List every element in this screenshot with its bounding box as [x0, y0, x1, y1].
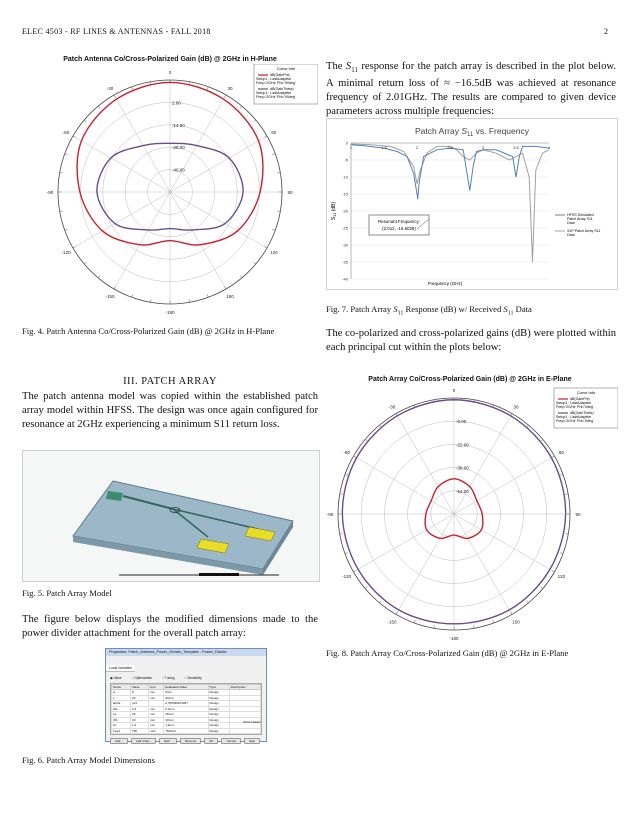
fig6-table-cell[interactable]: Lb: [112, 723, 131, 729]
fig7-series-line: [351, 144, 549, 262]
fig8-spoke: [454, 514, 512, 614]
fig6-table-cell[interactable]: mm: [149, 717, 164, 723]
fig4-legend-1a: dB(GainPhi): [270, 73, 290, 77]
fig6-table-row[interactable]: [112, 728, 261, 734]
page-number: 2: [604, 27, 609, 36]
fig5-model-drawing: [23, 451, 319, 581]
fig4-tick: [264, 136, 267, 138]
fig4-tick: [225, 95, 227, 98]
fig7-xtick-label: 2.5: [447, 145, 453, 150]
fig6-column-header[interactable]: Description: [229, 685, 260, 690]
fig8-legend-2b: Setup1 : LastAdaptive: [556, 415, 592, 419]
fig4-tick: [132, 294, 133, 297]
fig7-series-line: [351, 145, 549, 199]
fig7-ytick-label: -20: [342, 208, 348, 214]
fig6-column-header[interactable]: Name: [112, 685, 131, 690]
fig4-legend-1b: Setup1 : LastAdaptive: [256, 77, 292, 81]
fig4-radial-label: 2.00: [172, 100, 181, 106]
fig4-angle-label: 0: [168, 70, 172, 75]
fig6-table-header: [112, 685, 261, 690]
fig6-table-cell[interactable]: 8mm: [164, 690, 208, 696]
fig4-tick: [84, 262, 86, 264]
fig8-tick: [511, 612, 513, 615]
fig8-tick: [434, 625, 435, 628]
fig8-tick: [541, 587, 543, 589]
fig6-table-cell[interactable]: 30: [131, 717, 149, 723]
fig8-tick: [474, 625, 475, 628]
fig6-table-cell[interactable]: Wa: [112, 706, 131, 712]
fig7-legend-2: S1P Patch Array S11 Data: [567, 229, 601, 237]
fig8-angle-label: -30: [388, 404, 396, 410]
fig4-tick: [264, 247, 267, 249]
fig4-tick: [73, 247, 76, 249]
fig4-legend-2b: Setup1 : LastAdaptive: [256, 91, 292, 95]
fig4-tick: [277, 173, 280, 174]
fig8-angle-label: -150: [387, 619, 397, 625]
fig6-column-header[interactable]: Type: [208, 685, 229, 690]
fig4-angle-label: -150: [105, 293, 115, 299]
fig6-window-title: Properties: Patch_Antenna_Power_Divider_Template - Power_Divider: [106, 649, 266, 656]
fig6-table-cell[interactable]: Design: [208, 695, 229, 701]
fig4-angle-label: -90: [46, 190, 54, 195]
fig6-tab[interactable]: Local Variables: [106, 665, 135, 672]
fig7-caption: Fig. 7. Patch Array $S_{11}$ Response (dB) w/ Received $S_{11}$ Data: [326, 304, 532, 317]
fig8-legend-title: Curve Info: [576, 390, 596, 395]
fig6-radio-tuning[interactable]: ○ Tuning: [162, 676, 175, 680]
fig4-tick: [65, 229, 68, 230]
fig6-table-cell[interactable]: 750: [131, 728, 149, 734]
fig4-tick: [272, 229, 275, 230]
fig6-table-cell[interactable]: mm: [149, 690, 164, 696]
fig6-radio-optimization[interactable]: ○ Optimization: [131, 676, 153, 680]
fig8-angle-label: -60: [343, 450, 350, 455]
fig7-ytick-label: -15: [342, 191, 348, 197]
fig4-radial-label: -28.00: [172, 145, 185, 151]
fig5-caption: Fig. 5. Patch Array Model: [22, 588, 112, 598]
fig8-radial-label: -54.00: [456, 488, 469, 494]
fig6-table-cell[interactable]: mm: [149, 706, 164, 712]
fig8-tick: [493, 620, 494, 623]
gains-paragraph: The co-polarized and cross-polarized gains (dB) were plotted within each principal cut within the plots below:: [326, 328, 616, 353]
fig6-table-cell[interactable]: 8: [131, 690, 149, 696]
fig8-radial-label: -38.00: [456, 465, 469, 471]
fig7-ytick-label: -10: [342, 174, 348, 180]
fig8-tick: [565, 494, 568, 495]
fig8-angle-label: 90: [575, 512, 581, 517]
running-header: ELEC 4503 - RF LINES & ANTENNAS - FALL 2018: [22, 27, 211, 36]
fig4-tick: [132, 87, 133, 90]
fig8-angle-label: 0: [452, 388, 456, 393]
fig8-angle-label: 120: [557, 574, 566, 579]
fig4-tick: [151, 299, 152, 302]
fig4-tick: [207, 294, 208, 297]
fig4-tick: [189, 299, 190, 302]
fig8-tick: [365, 439, 367, 441]
fig4-radial-label: -14.00: [172, 122, 185, 128]
fig6-table-cell[interactable]: pi/4: [131, 701, 149, 707]
fig6-button-row: [106, 736, 266, 746]
fig8-spoke: [454, 414, 512, 514]
fig6-table-cell[interactable]: Design: [208, 728, 229, 734]
fig8-polar-chart: [322, 386, 618, 642]
fig4-tick: [84, 120, 86, 122]
fig8-tick: [354, 571, 357, 573]
fig7-annotation-2: (2.012, -16.5029): [382, 226, 416, 231]
fig6-table-cell[interactable]: [229, 728, 260, 734]
fig8-caption: Fig. 8. Patch Array Co/Cross-Polarized Gain (dB) @ 2GHz in E-Plane: [326, 648, 569, 658]
fig4-tick: [240, 106, 242, 108]
fig4-angle-label: 120: [270, 250, 278, 255]
fig6-table-cell[interactable]: mm: [149, 695, 164, 701]
fig6-table-cell[interactable]: 26: [131, 712, 149, 718]
fig4-legend-title: Curve Info: [276, 66, 296, 71]
fig6-table-cell[interactable]: ohm: [149, 728, 164, 734]
fig8-tick: [340, 534, 343, 535]
fig6-table-cell[interactable]: Design: [208, 717, 229, 723]
fig4-tick: [73, 136, 76, 138]
fig6-table-cell[interactable]: Design: [208, 723, 229, 729]
fig8-spoke: [396, 414, 454, 514]
fig8-angle-label: -120: [342, 574, 352, 579]
fig7-line-chart: [327, 119, 617, 289]
fig5-model-image: [22, 450, 320, 582]
fig4-tick: [98, 106, 100, 108]
fig6-table-cell[interactable]: w: [112, 690, 131, 696]
fig6-table-cell[interactable]: Design: [208, 701, 229, 707]
fig8-tick: [345, 474, 348, 475]
fig4-tick: [272, 154, 275, 155]
fig7-xtick-label: 3: [481, 145, 485, 150]
section3-paragraph: The patch antenna model was copied within the established patch array model within HFSS. The design was once again configured for resonance at 2GHz experiencing a minimum S11 return loss.: [22, 391, 318, 430]
fig4-grid: [58, 80, 282, 304]
fig6-table-body: [112, 690, 261, 734]
fig8-tick: [379, 601, 381, 603]
fig7-legend-1: HFSS Simulated Patch Array S11 Data: [567, 213, 594, 225]
fig6-table-cell[interactable]: Design: [208, 712, 229, 718]
fig4-angle-label: 90: [287, 190, 293, 195]
fig8-tick: [560, 474, 563, 475]
fig8-tick: [340, 494, 343, 495]
fig7-chart-box: [326, 118, 618, 290]
fig6-table-cell[interactable]: Wb: [112, 717, 131, 723]
fig6-table-cell[interactable]: La: [112, 712, 131, 718]
fig6-table-cell[interactable]: mm: [149, 712, 164, 718]
fig6-table: [111, 684, 261, 734]
fig4-angle-label: 150: [226, 293, 234, 299]
fig4-tick: [60, 211, 63, 212]
fig8-figure: [322, 376, 618, 642]
fig4-spoke: [73, 192, 170, 248]
fig8-angle-label: -90: [326, 512, 334, 517]
fig4-tick: [114, 286, 116, 289]
fig4-angle-label: -120: [61, 250, 71, 255]
fig6-caption: Fig. 6. Patch Array Model Dimensions: [22, 755, 155, 765]
fig8-radial-label: -6.00: [456, 419, 467, 425]
fig8-tick: [354, 456, 357, 458]
fig6-table-cell[interactable]: 60mm: [164, 695, 208, 701]
fig6-column-header[interactable]: Value: [131, 685, 149, 690]
fig8-tick: [552, 456, 555, 458]
fig6-radio-sensitivity[interactable]: ○ Sensitivity: [184, 676, 202, 680]
fig8-legend-1b: Setup1 : LastAdaptive: [556, 401, 592, 405]
fig7-ytick-label: 0: [345, 140, 348, 146]
fig6-button-edit[interactable]: Edit...: [159, 738, 177, 744]
fig6-properties-dialog: [105, 648, 267, 742]
fig6-table-cell[interactable]: 0.3: [131, 706, 149, 712]
fig6-table-cell[interactable]: L: [112, 695, 131, 701]
fig6-button-cancel[interactable]: Cancel: [221, 738, 240, 744]
fig8-angle-label: -180: [449, 636, 459, 641]
fig6-table-cell[interactable]: Feed: [112, 728, 131, 734]
fig7-ytick-label: -35: [342, 259, 348, 265]
fig4-tick: [277, 211, 280, 212]
fig8-tick: [541, 439, 543, 441]
fig4-legend: [254, 64, 318, 104]
fig7-lines: [351, 144, 549, 262]
fig4-angle-label: 30: [227, 86, 233, 92]
fig4-tick: [253, 120, 255, 122]
fig7-ylabel: $S_{11}$ (dB): [331, 201, 337, 221]
fig7-annotation-box: [369, 215, 429, 235]
fig8-spoke: [454, 514, 554, 572]
fig8-legend-1a: dB(GainPhi): [570, 397, 590, 401]
dims-paragraph: The figure below displays the modified dimensions made to the power divider attachment for the overall patch array:: [22, 614, 318, 639]
fig8-grid: [338, 398, 570, 630]
fig7-xtick-label: 2: [415, 145, 419, 150]
fig8-tick: [365, 587, 367, 589]
fig7-title: Patch Array $S_{11}$ vs. Frequency: [415, 126, 529, 138]
fig6-table-frame: [110, 683, 262, 735]
fig6-table-cell[interactable]: Design: [208, 690, 229, 696]
fig4-tick: [60, 173, 63, 174]
fig6-table-cell[interactable]: 26mm: [164, 712, 208, 718]
fig4-figure: [22, 56, 318, 318]
s11-paragraph: The $S_{11}$ response for the patch array is described in the plot below. A minimal return loss of ≈ −16.5dB was achieved at resonance frequency of 2.01GHz. The results are compared to given device parameters across multiple frequencies:: [326, 61, 616, 118]
fig8-legend-2a: dB(GainTheta): [570, 411, 594, 415]
fig4-radial-label: -40.00: [172, 167, 185, 173]
fig7-xlabel: Frequency (GHz): [427, 281, 463, 286]
fig6-button-ok[interactable]: OK: [204, 738, 218, 744]
fig4-spoke: [170, 192, 267, 248]
fig4-tick: [65, 154, 68, 155]
fig6-radio-value[interactable]: ◉ Value: [110, 676, 122, 680]
fig6-show-hidden[interactable]: Show Hidden: [243, 720, 261, 724]
fig7-xtick-label: 1.5: [381, 145, 387, 150]
fig4-legend-1c: Freq='2GHz' Phi='90deg': [256, 81, 296, 85]
fig6-column-header[interactable]: Unit: [149, 685, 164, 690]
fig6-table-cell[interactable]: 750ohm: [164, 728, 208, 734]
fig4-tick: [225, 286, 227, 289]
fig8-title: Patch Array Co/Cross-Polarized Gain (dB) @ 2GHz in E-Plane: [368, 376, 572, 383]
fig4-angle-label: -60: [62, 130, 70, 135]
fig8-angle-label: 30: [513, 404, 519, 410]
fig4-angle-label: -30: [106, 86, 114, 92]
fig8-spoke: [354, 514, 454, 572]
fig7-grid: [351, 143, 549, 279]
fig4-tick: [114, 95, 116, 98]
fig4-legend-2a: dB(GainTheta): [270, 87, 294, 91]
fig5-scale-block: [199, 573, 239, 576]
fig8-angle-label: 150: [512, 619, 520, 625]
fig4-angle-label: 60: [271, 130, 277, 135]
fig8-tick: [565, 534, 568, 535]
fig6-column-header[interactable]: Evaluated Value: [164, 685, 208, 690]
fig8-tick: [396, 612, 398, 615]
fig4-title: Patch Antenna Co/Cross-Polarized Gain (dB) @ 2GHz in H-Plane: [63, 56, 277, 63]
fig8-angle-label: 60: [558, 450, 564, 455]
fig6-table-cell[interactable]: mm: [149, 723, 164, 729]
fig4-tick: [207, 87, 208, 90]
fig8-legend: [554, 388, 618, 428]
fig6-table-cell[interactable]: alpha: [112, 701, 131, 707]
fig7-ytick-label: -25: [342, 225, 348, 231]
fig4-legend-2c: Freq='2GHz' Phi='90deg': [256, 95, 296, 99]
fig7-annotation-1: Resonant Frequency:: [378, 219, 420, 224]
fig6-radio-group: [106, 674, 266, 682]
fig4-tick: [98, 275, 100, 277]
fig6-table-cell[interactable]: 0.3mm: [164, 706, 208, 712]
fig8-tick: [560, 553, 563, 554]
fig7-ytick-label: -40: [342, 276, 348, 282]
fig6-button-remove[interactable]: Remove: [180, 738, 201, 744]
fig4-tick: [253, 262, 255, 264]
fig4-angle-label: -180: [165, 310, 175, 315]
fig7-ytick-label: -5: [344, 157, 348, 163]
fig6-button-addarray[interactable]: Add Array...: [131, 738, 156, 744]
fig7-ytick-label: -30: [342, 242, 348, 248]
fig8-legend-2c: Freq='2GHz' Phi='0deg': [556, 419, 594, 423]
fig7-xtick-label: 4: [547, 145, 551, 150]
fig6-table-cell[interactable]: 0.785398163397: [164, 701, 208, 707]
fig8-radial-label: -22.00: [456, 442, 469, 448]
fig6-button-help[interactable]: Help: [244, 738, 260, 744]
fig6-table-cell[interactable]: Design: [208, 706, 229, 712]
fig6-table-cell[interactable]: 1.9: [131, 723, 149, 729]
fig8-tick: [414, 620, 415, 623]
fig6-table-cell[interactable]: 30mm: [164, 717, 208, 723]
fig4-polar-chart: [22, 64, 318, 318]
fig4-tick: [240, 275, 242, 277]
fig6-button-add[interactable]: Add...: [110, 738, 128, 744]
fig8-legend-1c: Freq='2GHz' Phi='0deg': [556, 405, 594, 409]
fig7-xtick-label: 1: [349, 145, 353, 150]
section-heading: III. PATCH ARRAY: [123, 376, 217, 387]
fig8-spoke: [396, 514, 454, 614]
fig6-table-cell[interactable]: 60: [131, 695, 149, 701]
fig8-tick: [345, 553, 348, 554]
fig6-table-cell[interactable]: 1.9mm: [164, 723, 208, 729]
fig7-xtick-label: 3.5: [513, 145, 519, 150]
fig4-caption: Fig. 4. Patch Antenna Co/Cross-Polarized Gain (dB) @ 2GHz in H-Plane: [22, 326, 275, 336]
fig8-tick: [552, 571, 555, 573]
fig8-tick: [527, 601, 529, 603]
